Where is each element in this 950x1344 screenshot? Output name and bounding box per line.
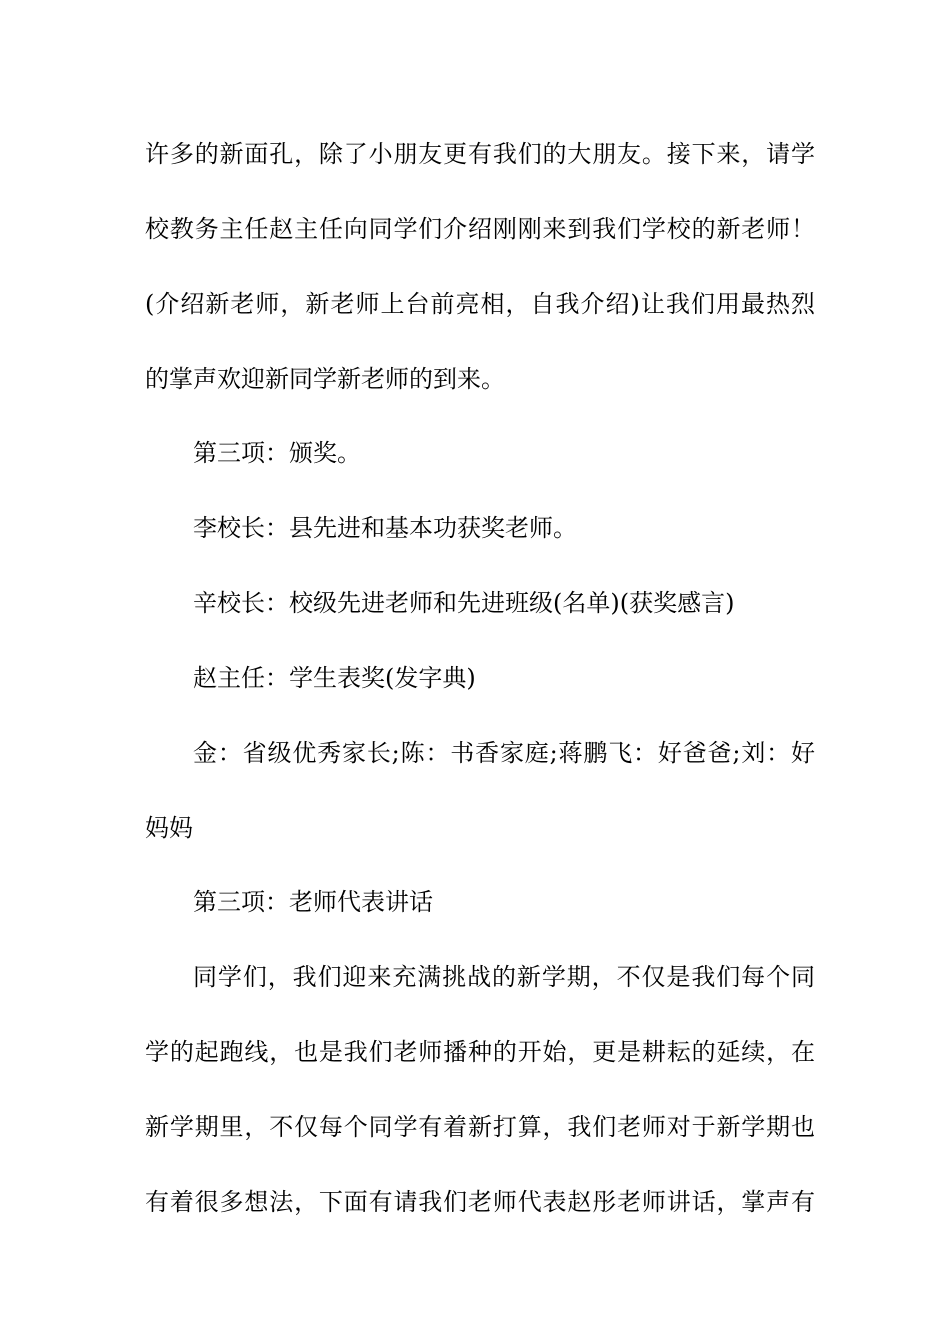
- paragraph-line: 校教务主任赵主任向同学们介绍刚刚来到我们学校的新老师！: [145, 215, 815, 243]
- paragraph-line: 新学期里，不仅每个同学有着新打算，我们老师对于新学期也: [145, 1113, 815, 1141]
- paragraph-line: 同学们，我们迎来充满挑战的新学期，不仅是我们每个同: [193, 963, 815, 991]
- award-line-principal-li: 李校长：县先进和基本功获奖老师。: [193, 514, 577, 542]
- section-heading-teacher-speech: 第三项：老师代表讲话: [193, 888, 433, 916]
- award-line-director-zhao: 赵主任：学生表奖(发字典): [193, 664, 476, 692]
- paragraph-line: 的掌声欢迎新同学新老师的到来。: [145, 365, 505, 393]
- paragraph-line: 有着很多想法，下面有请我们老师代表赵彤老师讲话，掌声有: [145, 1188, 815, 1216]
- paragraph-line: 妈妈: [145, 814, 193, 842]
- award-line-parents: 金：省级优秀家长;陈：书香家庭;蒋鹏飞：好爸爸;刘：好: [193, 739, 815, 767]
- section-heading-awards: 第三项：颁奖。: [193, 439, 361, 467]
- paragraph-line: 学的起跑线，也是我们老师播种的开始，更是耕耘的延续，在: [145, 1038, 815, 1066]
- paragraph-line: 许多的新面孔，除了小朋友更有我们的大朋友。接下来，请学: [145, 140, 815, 168]
- award-line-principal-xin: 辛校长：校级先进老师和先进班级(名单)(获奖感言): [193, 589, 735, 617]
- paragraph-line: (介绍新老师，新老师上台前亮相，自我介绍)让我们用最热烈: [145, 290, 815, 318]
